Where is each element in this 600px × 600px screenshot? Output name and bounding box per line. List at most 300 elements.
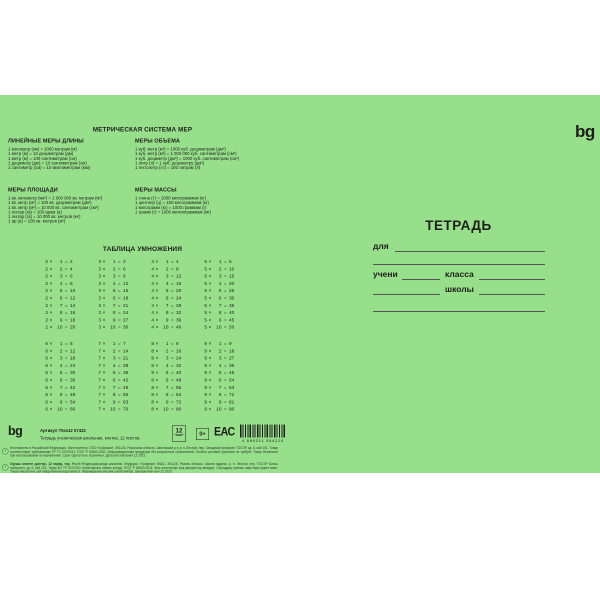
measure-line: 1 гектар (га) = 10 000 кв. метров (м²) bbox=[8, 214, 81, 220]
equation-part: 5 bbox=[59, 369, 63, 376]
equation-part: × bbox=[208, 294, 212, 301]
equation-part: = bbox=[64, 376, 68, 383]
equation-part: 3 bbox=[123, 258, 126, 264]
equation-part: 8 bbox=[151, 376, 154, 383]
equation-part: × bbox=[102, 316, 106, 323]
equation-part: 10 bbox=[70, 287, 76, 294]
equation-part: 6 bbox=[70, 340, 73, 346]
equation-part: 20 bbox=[229, 280, 235, 286]
equation-part: × bbox=[102, 391, 106, 398]
equation-part: = bbox=[170, 406, 174, 412]
equation-part: 6 bbox=[218, 376, 222, 383]
measure-line: 1 метр (м) = 100 сантиметрам (см) bbox=[8, 155, 77, 161]
equation bbox=[95, 376, 134, 383]
equation-part: 5 bbox=[204, 324, 207, 330]
equation-part: = bbox=[64, 280, 68, 286]
equation-part: × bbox=[102, 280, 106, 286]
equation-part: × bbox=[102, 340, 106, 346]
equation-part: = bbox=[170, 340, 174, 346]
measure-line: 1 дециметр (дм) = 10 сантиметрам (см) bbox=[8, 160, 87, 166]
equation-part: × bbox=[102, 302, 106, 308]
equation bbox=[201, 362, 240, 369]
equation-part: 12 bbox=[70, 294, 76, 301]
equation-part: 2 bbox=[218, 265, 222, 272]
equation-part: 7 bbox=[218, 384, 222, 390]
equation-part: × bbox=[155, 316, 159, 323]
equation-part: 24 bbox=[123, 309, 129, 316]
badge-divider bbox=[176, 436, 182, 437]
equation-part: 36 bbox=[70, 376, 76, 383]
equation-part: × bbox=[102, 258, 106, 264]
measure-line: 1 кв. метр (м²) = 100 кв. дециметрам (дм²) bbox=[8, 200, 92, 206]
equation-part: 5 bbox=[204, 316, 207, 323]
equation-part: 32 bbox=[176, 362, 182, 368]
equation-part: 60 bbox=[70, 406, 76, 412]
measure-line: 1 куб. дециметр (дм³) = 1000 куб. сантиметрам (см³) bbox=[135, 155, 240, 161]
equation-part: 6 bbox=[45, 362, 48, 368]
equation-part: = bbox=[117, 294, 121, 301]
equation-part: 4 bbox=[59, 280, 63, 286]
cover-content bbox=[0, 95, 600, 473]
equation-part: 10 bbox=[229, 265, 235, 272]
equation-part: 8 bbox=[151, 398, 154, 405]
blank-line-full-1 bbox=[373, 264, 545, 265]
equation-part: × bbox=[49, 376, 53, 383]
section-mass-measures bbox=[135, 187, 295, 215]
equation bbox=[42, 324, 81, 331]
equation bbox=[95, 406, 134, 413]
equation-part: 24 bbox=[176, 355, 182, 361]
sheet-count-badge bbox=[172, 426, 186, 442]
equation bbox=[95, 324, 134, 331]
equation-part: 48 bbox=[70, 391, 76, 398]
equation-part: 21 bbox=[123, 302, 129, 308]
equation-part: 25 bbox=[229, 287, 235, 294]
equation bbox=[95, 294, 134, 301]
barcode-digits: 4 680211 554224 bbox=[241, 438, 285, 443]
equation-part: 10 bbox=[110, 406, 116, 412]
equation-part: × bbox=[102, 294, 106, 301]
equation-part: × bbox=[208, 258, 212, 264]
equation-part: = bbox=[64, 324, 68, 330]
equation-part: × bbox=[49, 355, 53, 361]
equation bbox=[148, 355, 187, 362]
equation-part: × bbox=[49, 280, 53, 286]
equation-part: 7 bbox=[112, 302, 116, 308]
equation-part: = bbox=[117, 309, 121, 316]
metric-system-title: МЕТРИЧЕСКАЯ СИСТЕМА МЕР bbox=[92, 126, 193, 133]
equation-part: 2 bbox=[45, 287, 48, 294]
equation-part: 6 bbox=[45, 391, 48, 398]
equation-part: × bbox=[155, 376, 159, 383]
equation-part: × bbox=[208, 398, 212, 405]
equation bbox=[201, 294, 240, 301]
equation-part: × bbox=[49, 369, 53, 376]
equation-part: 9 bbox=[204, 347, 207, 354]
equation-part: 4 bbox=[218, 362, 222, 368]
equation bbox=[148, 340, 187, 347]
equation bbox=[95, 316, 134, 323]
measure-line: 1 километр (км) = 1000 метрам (м) bbox=[8, 146, 77, 152]
measure-line: 1 гектар (га) = 100 арам (а) bbox=[8, 209, 62, 215]
equation-part: = bbox=[64, 294, 68, 301]
equation-part: 5 bbox=[112, 287, 116, 294]
equation-part: 27 bbox=[123, 316, 129, 323]
equation-part: × bbox=[208, 384, 212, 390]
multiplication-column-2 bbox=[42, 258, 81, 331]
equation-part: = bbox=[64, 287, 68, 294]
equation-part: × bbox=[102, 273, 106, 279]
multiplication-column-6 bbox=[42, 340, 81, 413]
fineprint-kazakh bbox=[10, 463, 278, 474]
equation bbox=[148, 406, 187, 413]
measure-line: 1 центнер (ц) = 100 килограммам (кг) bbox=[135, 200, 209, 206]
equation-part: 1 bbox=[112, 340, 116, 346]
equation bbox=[201, 280, 240, 287]
equation-part: 8 bbox=[112, 309, 116, 316]
label-student: учени bbox=[373, 269, 398, 279]
equation-part: × bbox=[102, 362, 106, 368]
equation bbox=[42, 258, 81, 265]
equation-part: × bbox=[102, 406, 106, 412]
equation-part: 80 bbox=[176, 406, 182, 412]
equation-part: = bbox=[223, 391, 227, 398]
fineprint-kazakh-body: Ресей Федерациясында жасалған. Өндіруші: «Графика» ЖШС, 391126, Рязань облысы, Шилов ауданы, р. п. Лесной, пер. ТОСЭР Батыс промузелі, зд. 6, каб 101. Тауар КО ТР 007/2011 талаптарына сәйкес келеді. ГОСТ Р 54540-2011. Жас шектеулері жоқ ақпараттық өнімдер. Сақтаудың ерекше шарттары қажет емес. Тауар мақсатына сай пайдаланылғанда қауіпсіз. Жарамдылық мерзімі шектелмейді. Шығарылған күні 12.2023. bbox=[10, 462, 278, 473]
section-linear-measures bbox=[8, 138, 133, 170]
equation-part: = bbox=[223, 258, 227, 264]
equation-part: 5 bbox=[204, 280, 207, 286]
equation-part: = bbox=[223, 324, 227, 330]
multiplication-column-5 bbox=[201, 258, 240, 331]
equation-part: 14 bbox=[123, 347, 129, 354]
equation-part: × bbox=[49, 391, 53, 398]
equation-part: 42 bbox=[123, 376, 129, 383]
equation bbox=[201, 340, 240, 347]
equation bbox=[148, 324, 187, 331]
equation-part: 2 bbox=[112, 347, 116, 354]
equation-part: 36 bbox=[176, 316, 182, 323]
section-heading: ЛИНЕЙНЫЕ МЕРЫ ДЛИНЫ bbox=[8, 138, 84, 144]
equation bbox=[42, 376, 81, 383]
equation-part: 20 bbox=[176, 287, 182, 294]
equation-part: 6 bbox=[45, 347, 48, 354]
equation-part: × bbox=[49, 294, 53, 301]
equation-part: 21 bbox=[123, 355, 129, 361]
equation-part: 8 bbox=[151, 347, 154, 354]
equation-part: 2 bbox=[59, 265, 63, 272]
equation-part: 9 bbox=[165, 398, 169, 405]
equation-part: 3 bbox=[165, 355, 169, 361]
equation-part: 2 bbox=[165, 347, 169, 354]
equation-part: 4 bbox=[151, 316, 154, 323]
measure-line: 1 гектолитр (гл) = 100 литрам (л) bbox=[135, 165, 201, 171]
equation-part: 1 bbox=[218, 258, 222, 264]
equation-part: = bbox=[170, 347, 174, 354]
equation bbox=[148, 302, 187, 309]
equation-part: 3 bbox=[98, 302, 101, 308]
equation-part: = bbox=[117, 265, 121, 272]
equation-part: 4 bbox=[165, 280, 169, 286]
equation-part: 5 bbox=[204, 294, 207, 301]
equation bbox=[42, 369, 81, 376]
equation-part: 7 bbox=[98, 355, 101, 361]
equation-part: 8 bbox=[151, 391, 154, 398]
equation-part: = bbox=[170, 391, 174, 398]
equation-part: 1 bbox=[218, 340, 222, 346]
equation-part: × bbox=[155, 258, 159, 264]
equation-part: × bbox=[155, 398, 159, 405]
certification-icon-kz: ✦ bbox=[2, 464, 9, 471]
equation-part: × bbox=[208, 362, 212, 368]
equation-part: × bbox=[49, 324, 53, 330]
section-area-measures bbox=[8, 187, 133, 224]
equation bbox=[201, 287, 240, 294]
equation-part: 3 bbox=[98, 280, 101, 286]
equation-part: 6 bbox=[45, 369, 48, 376]
equation-part: 45 bbox=[229, 316, 235, 323]
equation-part: 6 bbox=[45, 398, 48, 405]
equation-part: 4 bbox=[151, 302, 154, 308]
equation-part: = bbox=[170, 258, 174, 264]
equation-part: × bbox=[155, 302, 159, 308]
equation-part: 40 bbox=[176, 324, 182, 330]
measure-line: 1 ар (а) = 100 кв. метров (м²) bbox=[8, 218, 66, 224]
equation-part: = bbox=[223, 406, 227, 412]
equation-part: 10 bbox=[216, 406, 222, 412]
equation-part: × bbox=[102, 265, 106, 272]
equation-part: = bbox=[170, 384, 174, 390]
equation-part: 2 bbox=[70, 258, 73, 264]
equation-part: 3 bbox=[165, 273, 169, 279]
equation-part: 9 bbox=[204, 362, 207, 368]
equation-part: = bbox=[117, 280, 121, 286]
equation bbox=[201, 265, 240, 272]
equation-part: 5 bbox=[165, 369, 169, 376]
equation-part: = bbox=[117, 376, 121, 383]
equation bbox=[148, 287, 187, 294]
measure-line: 1 тонна (т) = 1000 килограммам (кг) bbox=[135, 195, 207, 201]
equation-part: = bbox=[170, 294, 174, 301]
equation-part: = bbox=[64, 355, 68, 361]
equation-part: 2 bbox=[59, 347, 63, 354]
multiplication-block-6-9 bbox=[42, 340, 240, 413]
sku-text: Артикул Т5ск12 57422 bbox=[40, 428, 86, 433]
equation-part: = bbox=[170, 309, 174, 316]
equation-part: × bbox=[102, 376, 106, 383]
equation-part: = bbox=[223, 273, 227, 279]
equation-part: 12 bbox=[70, 347, 76, 354]
equation bbox=[95, 265, 134, 272]
equation-part: × bbox=[155, 273, 159, 279]
equation-part: 4 bbox=[176, 258, 179, 264]
equation-part: × bbox=[155, 384, 159, 390]
equation-part: = bbox=[170, 265, 174, 272]
brand-logo-bottom: bg bbox=[8, 424, 23, 438]
equation-part: 4 bbox=[59, 362, 63, 368]
equation bbox=[201, 376, 240, 383]
equation-part: 7 bbox=[112, 384, 116, 390]
equation-part: 6 bbox=[123, 265, 126, 272]
equation-part: 18 bbox=[123, 294, 129, 301]
equation bbox=[95, 362, 134, 369]
measure-lines bbox=[135, 196, 295, 215]
equation-part: = bbox=[64, 406, 68, 412]
equation-part: 4 bbox=[151, 324, 154, 330]
equation bbox=[95, 280, 134, 287]
equation-part: 6 bbox=[59, 294, 63, 301]
measure-line: 1 кв. километр (км²) = 1 000 000 кв. метрам (м²) bbox=[8, 195, 103, 201]
equation bbox=[42, 347, 81, 354]
equation bbox=[42, 362, 81, 369]
equation bbox=[201, 398, 240, 405]
equation-part: 2 bbox=[45, 280, 48, 286]
equation bbox=[201, 347, 240, 354]
equation-part: = bbox=[64, 347, 68, 354]
equation-part: 5 bbox=[204, 265, 207, 272]
equation-part: 5 bbox=[112, 369, 116, 376]
equation-part: = bbox=[117, 391, 121, 398]
equation-part: 5 bbox=[218, 369, 222, 376]
equation-part: × bbox=[155, 406, 159, 412]
equation-part: = bbox=[223, 355, 227, 361]
equation-part: × bbox=[102, 309, 106, 316]
equation-part: 32 bbox=[176, 309, 182, 316]
equation-part: = bbox=[64, 384, 68, 390]
equation-part: 10 bbox=[57, 324, 63, 330]
equation-part: 8 bbox=[218, 391, 222, 398]
equation-part: = bbox=[223, 265, 227, 272]
sheet-count-value: 12 bbox=[175, 427, 183, 434]
equation-part: 2 bbox=[45, 309, 48, 316]
equation-part: × bbox=[49, 340, 53, 346]
equation-part: 4 bbox=[112, 280, 116, 286]
equation-part: 36 bbox=[229, 362, 235, 368]
equation-part: 7 bbox=[98, 398, 101, 405]
equation-part: × bbox=[155, 324, 159, 330]
equation-part: 10 bbox=[216, 324, 222, 330]
equation-part: × bbox=[208, 347, 212, 354]
blank-line-class bbox=[479, 279, 545, 280]
equation-part: × bbox=[155, 369, 159, 376]
equation-part: 35 bbox=[229, 302, 235, 308]
section-heading: МЕРЫ МАССЫ bbox=[135, 187, 177, 193]
equation bbox=[201, 258, 240, 265]
equation bbox=[201, 406, 240, 413]
equation-part: 9 bbox=[204, 355, 207, 361]
equation-part: 16 bbox=[70, 309, 76, 316]
equation-part: 5 bbox=[204, 309, 207, 316]
equation-part: × bbox=[49, 347, 53, 354]
equation bbox=[95, 384, 134, 391]
blank-line-for bbox=[395, 251, 545, 252]
equation-part: 4 bbox=[151, 294, 154, 301]
equation-part: = bbox=[170, 398, 174, 405]
equation-part: 9 bbox=[204, 369, 207, 376]
equation-part: 7 bbox=[165, 384, 169, 390]
equation-part: 16 bbox=[176, 347, 182, 354]
equation bbox=[148, 384, 187, 391]
equation-part: 9 bbox=[123, 273, 126, 279]
equation-part: = bbox=[64, 398, 68, 405]
equation-part: = bbox=[117, 258, 121, 264]
equation-part: = bbox=[170, 362, 174, 368]
equation-part: × bbox=[155, 391, 159, 398]
equation-part: × bbox=[102, 398, 106, 405]
equation-part: 3 bbox=[59, 273, 63, 279]
equation bbox=[42, 340, 81, 347]
equation-part: 49 bbox=[123, 384, 129, 390]
equation bbox=[95, 340, 134, 347]
equation-part: × bbox=[208, 355, 212, 361]
equation bbox=[201, 273, 240, 280]
equation-part: 6 bbox=[165, 376, 169, 383]
equation-part: × bbox=[208, 302, 212, 308]
equation-part: 18 bbox=[229, 347, 235, 354]
equation-part: = bbox=[117, 362, 121, 368]
equation-part: 5 bbox=[59, 287, 63, 294]
multiplication-column-7 bbox=[95, 340, 134, 413]
equation bbox=[201, 369, 240, 376]
equation-part: = bbox=[117, 287, 121, 294]
equation-part: 9 bbox=[229, 340, 232, 346]
multiplication-block-2-5 bbox=[42, 258, 240, 331]
equation-part: 9 bbox=[204, 384, 207, 390]
equation-part: 3 bbox=[112, 355, 116, 361]
equation-part: 15 bbox=[123, 287, 129, 294]
equation-part: 6 bbox=[112, 376, 116, 383]
equation-part: 5 bbox=[165, 287, 169, 294]
equation-part: 56 bbox=[176, 384, 182, 390]
eac-conformity-mark: ЕАС bbox=[214, 425, 235, 438]
equation bbox=[148, 398, 187, 405]
equation-part: 18 bbox=[70, 316, 76, 323]
equation-part: × bbox=[155, 347, 159, 354]
equation-part: × bbox=[102, 347, 106, 354]
equation-part: 9 bbox=[204, 376, 207, 383]
equation-part: 9 bbox=[218, 398, 222, 405]
equation-part: 5 bbox=[204, 273, 207, 279]
measure-line: 1 килограмм (кг) = 1000 граммам (г) bbox=[135, 204, 207, 210]
equation-part: 8 bbox=[151, 384, 154, 390]
equation bbox=[95, 309, 134, 316]
equation-part: = bbox=[223, 362, 227, 368]
equation-part: 16 bbox=[176, 280, 182, 286]
equation bbox=[201, 302, 240, 309]
equation bbox=[148, 265, 187, 272]
equation-part: 72 bbox=[229, 391, 235, 398]
equation-part: 2 bbox=[218, 347, 222, 354]
measure-line: 1 метр (м) = 10 дециметрам (дм) bbox=[8, 151, 74, 157]
equation-part: 9 bbox=[112, 398, 116, 405]
equation-part: = bbox=[170, 302, 174, 308]
equation bbox=[42, 384, 81, 391]
equation-part: 7 bbox=[123, 340, 126, 346]
equation-part: 4 bbox=[218, 280, 222, 286]
equation-part: 1 bbox=[59, 258, 63, 264]
equation-part: 9 bbox=[204, 406, 207, 412]
equation-part: = bbox=[170, 280, 174, 286]
equation-part: = bbox=[117, 324, 121, 330]
equation bbox=[95, 355, 134, 362]
equation-part: 9 bbox=[165, 316, 169, 323]
measure-line: 1 литр (л) = 1 куб. дециметру (дм³) bbox=[135, 160, 205, 166]
equation-part: × bbox=[155, 309, 159, 316]
equation-part: 4 bbox=[151, 273, 154, 279]
equation-part: 64 bbox=[176, 391, 182, 398]
blank-line-school bbox=[479, 294, 545, 295]
equation-part: 6 bbox=[45, 355, 48, 361]
equation-part: × bbox=[208, 273, 212, 279]
